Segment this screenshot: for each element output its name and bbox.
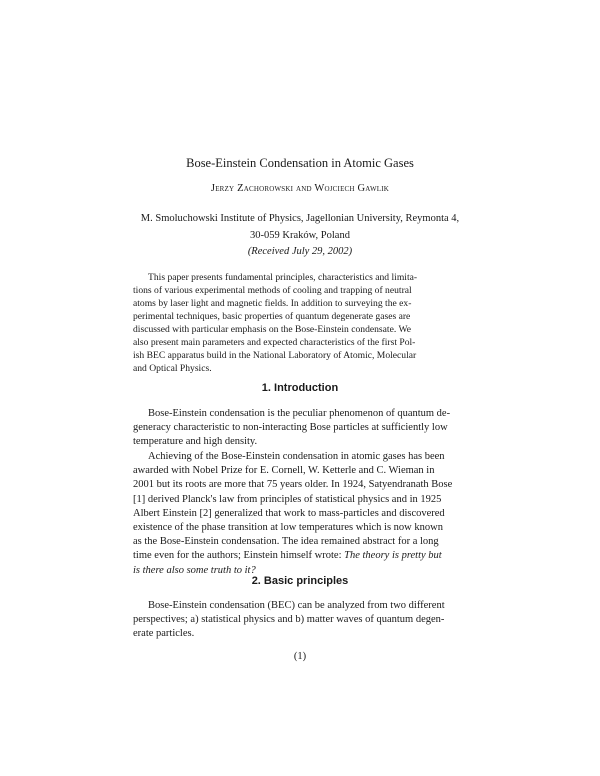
paragraph-line: Achieving of the Bose-Einstein condensation in atomic gases has been bbox=[148, 451, 445, 462]
intro-paragraph-1 bbox=[133, 407, 468, 450]
paragraph-line: as the Bose-Einstein condensation. The idea remained abstract for a long bbox=[133, 536, 439, 548]
paper-title: Bose-Einstein Condensation in Atomic Gases bbox=[186, 156, 414, 170]
paragraph-line: Albert Einstein [2] generalized that work to mass-particles and discovered bbox=[133, 507, 445, 519]
paragraph-line: temperature and high density. bbox=[133, 436, 258, 448]
paragraph-line: perspectives; a) statistical physics and b) matter waves of quantum degen- bbox=[133, 614, 445, 626]
paragraph-line: Bose-Einstein condensation is the peculiar phenomenon of quantum de- bbox=[148, 408, 451, 419]
paper-authors: Jerzy Zachorowski and Wojciech Gawlik bbox=[210, 183, 390, 194]
paragraph-line-with-quote bbox=[133, 549, 468, 563]
paragraph-line: existence of the phase transition at low temperatures which is now known bbox=[133, 522, 443, 534]
einstein-quote-part-2: is there also some truth to it? bbox=[133, 564, 256, 576]
paragraph-line: awarded with Nobel Prize for E. Cornell, W. Ketterle and C. Wieman in bbox=[133, 465, 435, 477]
abstract-line: ish BEC apparatus build in the National Laboratory of Atomic, Molecular bbox=[133, 350, 417, 361]
paragraph-line: generacy characteristic to non-interacting Bose particles at sufficiently low bbox=[133, 422, 448, 434]
affiliation-line: 30-059 Kraków, Poland bbox=[250, 230, 350, 241]
affiliation bbox=[0, 210, 600, 244]
paragraph-line: [1] derived Planck's law from principles of statistical physics and in 1925 bbox=[133, 493, 442, 505]
abstract-line: atoms by laser light and magnetic fields. In addition to surveying the ex- bbox=[133, 298, 412, 309]
section-heading-basic-principles: 2. Basic principles bbox=[251, 575, 349, 587]
paragraph-line: erate particles. bbox=[133, 628, 195, 640]
abstract-line: tions of various experimental methods of cooling and trapping of neutral bbox=[133, 285, 412, 296]
paragraph-line: Bose-Einstein condensation (BEC) can be analyzed from two different bbox=[148, 600, 445, 611]
paragraph-line: 2001 but its roots are more that 75 years older. In 1924, Satyendranath Bose bbox=[133, 479, 453, 491]
abstract-line: perimental techniques, basic properties of quantum degenerate gases are bbox=[133, 311, 411, 322]
intro-paragraph-2 bbox=[133, 450, 468, 578]
received-date: (Received July 29, 2002) bbox=[247, 246, 353, 257]
abstract-line: discussed with particular emphasis on the Bose-Einstein condensate. We bbox=[133, 324, 412, 335]
abstract-line: also present main parameters and expected characteristics of the first Pol- bbox=[133, 337, 416, 348]
abstract bbox=[133, 271, 466, 375]
abstract-line: This paper presents fundamental principles, characteristics and limita- bbox=[148, 272, 418, 283]
quote-lead-in: time even for the authors; Einstein himself wrote: bbox=[133, 550, 345, 562]
einstein-quote-part-1: The theory is pretty but bbox=[344, 550, 442, 562]
affiliation-line: M. Smoluchowski Institute of Physics, Jagellonian University, Reymonta 4, bbox=[140, 213, 460, 224]
section-heading-introduction: 1. Introduction bbox=[261, 382, 339, 394]
page-number: (1) bbox=[293, 651, 307, 662]
abstract-line: and Optical Physics. bbox=[133, 363, 212, 374]
basic-principles-paragraph bbox=[133, 599, 468, 642]
